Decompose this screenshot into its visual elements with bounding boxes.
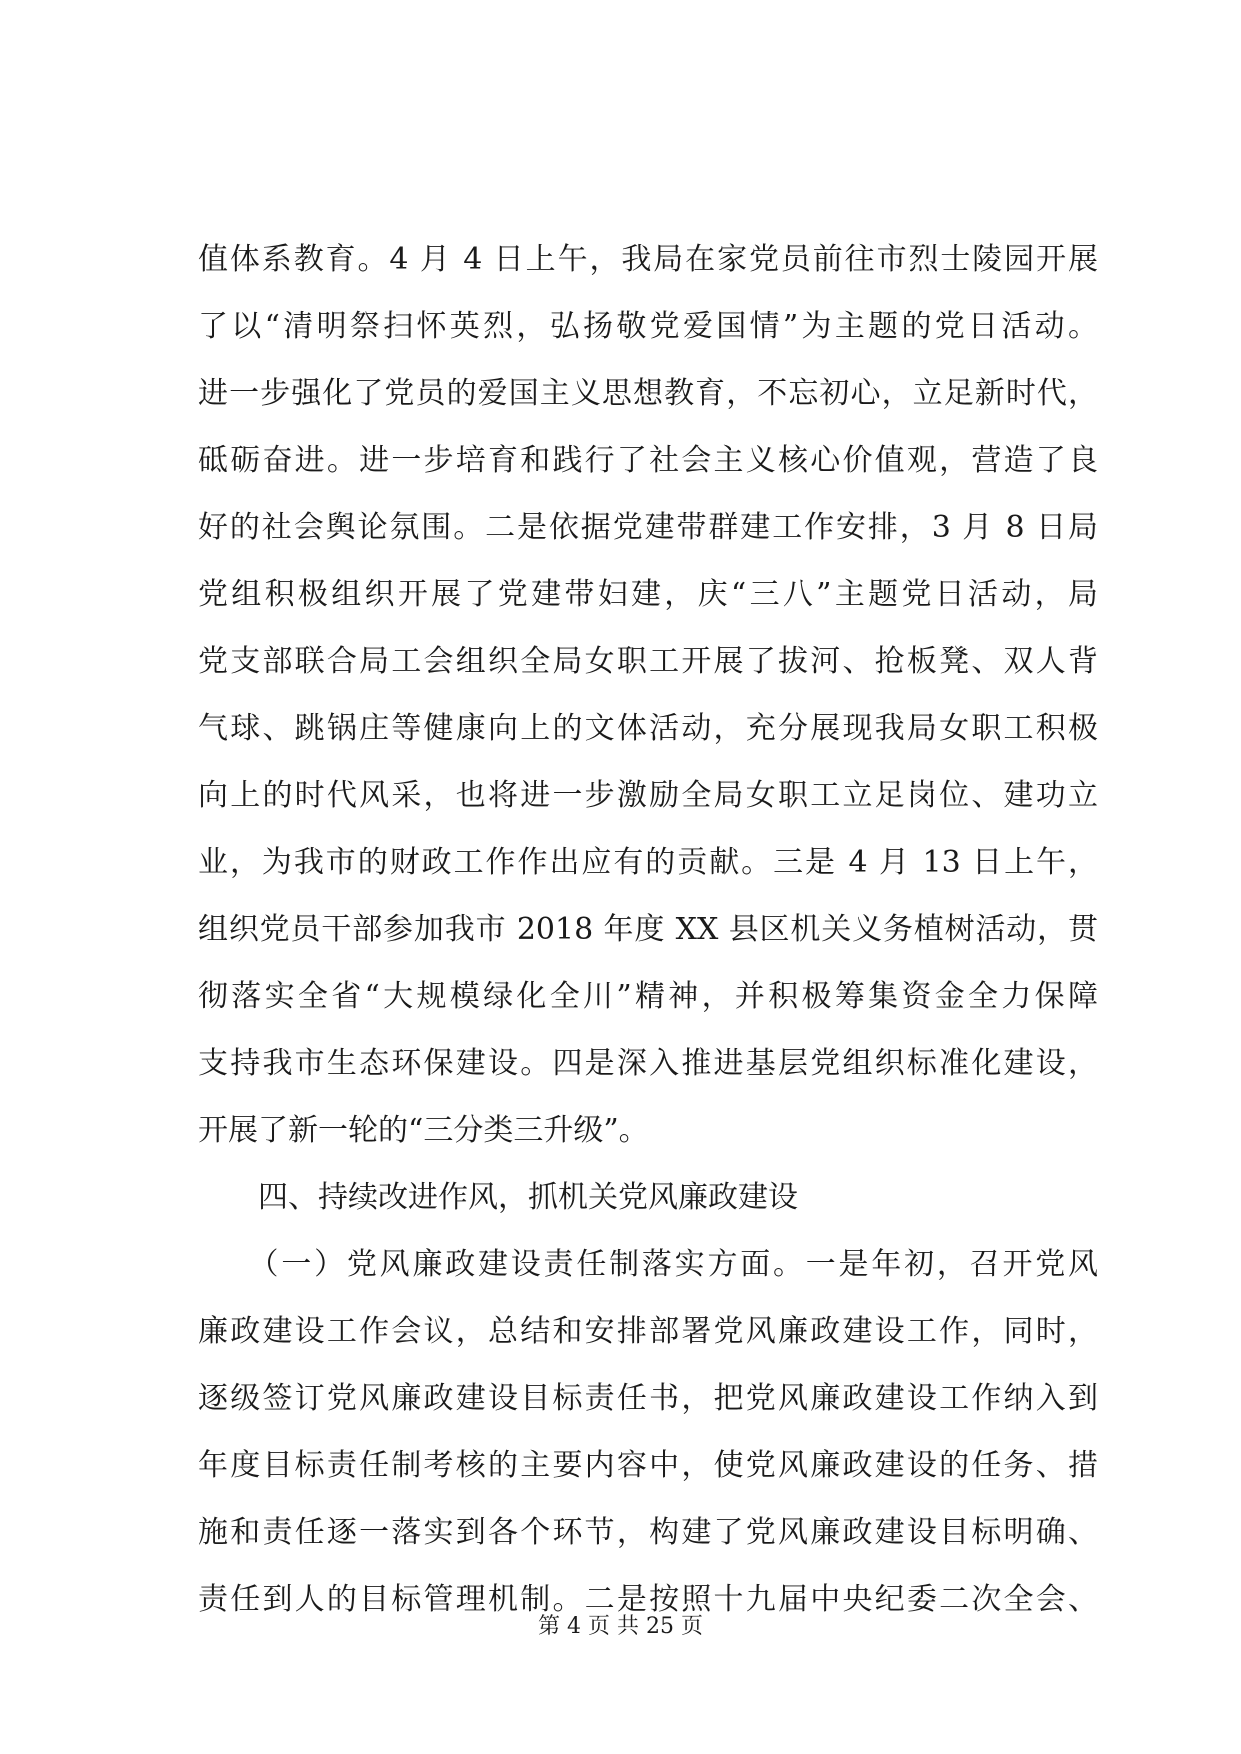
text-line: 气球、跳锅庄等健康向上的文体活动，充分展现我局女职工积极 [198, 711, 1098, 746]
text-line: 值体系教育。4 月 4 日上午，我局在家党员前往市烈士陵园开展 [198, 242, 1098, 277]
text-line: 党组积极组织开展了党建带妇建，庆“三八”主题党日活动，局 [198, 577, 1098, 612]
text-line: 责任到人的目标管理机制。二是按照十九届中央纪委二次全会、 [198, 1582, 1098, 1617]
text-line: 彻落实全省“大规模绿化全川”精神，并积极筹集资金全力保障 [198, 979, 1098, 1014]
text-line: 好的社会舆论氛围。二是依据党建带群建工作安排，3 月 8 日局 [198, 510, 1098, 545]
text-line: 逐级签订党风廉政建设目标责任书，把党风廉政建设工作纳入到 [198, 1381, 1098, 1416]
section-heading: 四、持续改进作风，抓机关党风廉政建设 [198, 1180, 798, 1215]
text-line: 施和责任逐一落实到各个环节，构建了党风廉政建设目标明确、 [198, 1515, 1098, 1550]
text-line: 业，为我市的财政工作作出应有的贡献。三是 4 月 13 日上午， [198, 845, 1098, 880]
text-line-paragraph-end: 开展了新一轮的“三分类三升级”。 [198, 1113, 649, 1148]
page-number-footer: 第 4 页 共 25 页 [538, 1614, 703, 1639]
body-text [198, 226, 1098, 1633]
text-line: 廉政建设工作会议，总结和安排部署党风廉政建设工作，同时， [198, 1314, 1098, 1349]
text-line: 向上的时代风采，也将进一步激励全局女职工立足岗位、建功立 [198, 778, 1098, 813]
text-line: 进一步强化了党员的爱国主义思想教育，不忘初心，立足新时代， [198, 376, 1098, 411]
text-line: 支持我市生态环保建设。四是深入推进基层党组织标准化建设， [198, 1046, 1098, 1081]
text-line: （一）党风廉政建设责任制落实方面。一是年初，召开党风 [198, 1247, 1098, 1282]
text-line: 砥砺奋进。进一步培育和践行了社会主义核心价值观，营造了良 [198, 443, 1098, 478]
text-line: 了以“清明祭扫怀英烈，弘扬敬党爱国情”为主题的党日活动。 [198, 309, 1098, 344]
text-line: 党支部联合局工会组织全局女职工开展了拔河、抢板凳、双人背 [198, 644, 1098, 679]
text-line: 组织党员干部参加我市 2018 年度 XX 县区机关义务植树活动，贯 [198, 912, 1098, 947]
text-line: 年度目标责任制考核的主要内容中，使党风廉政建设的任务、措 [198, 1448, 1098, 1483]
